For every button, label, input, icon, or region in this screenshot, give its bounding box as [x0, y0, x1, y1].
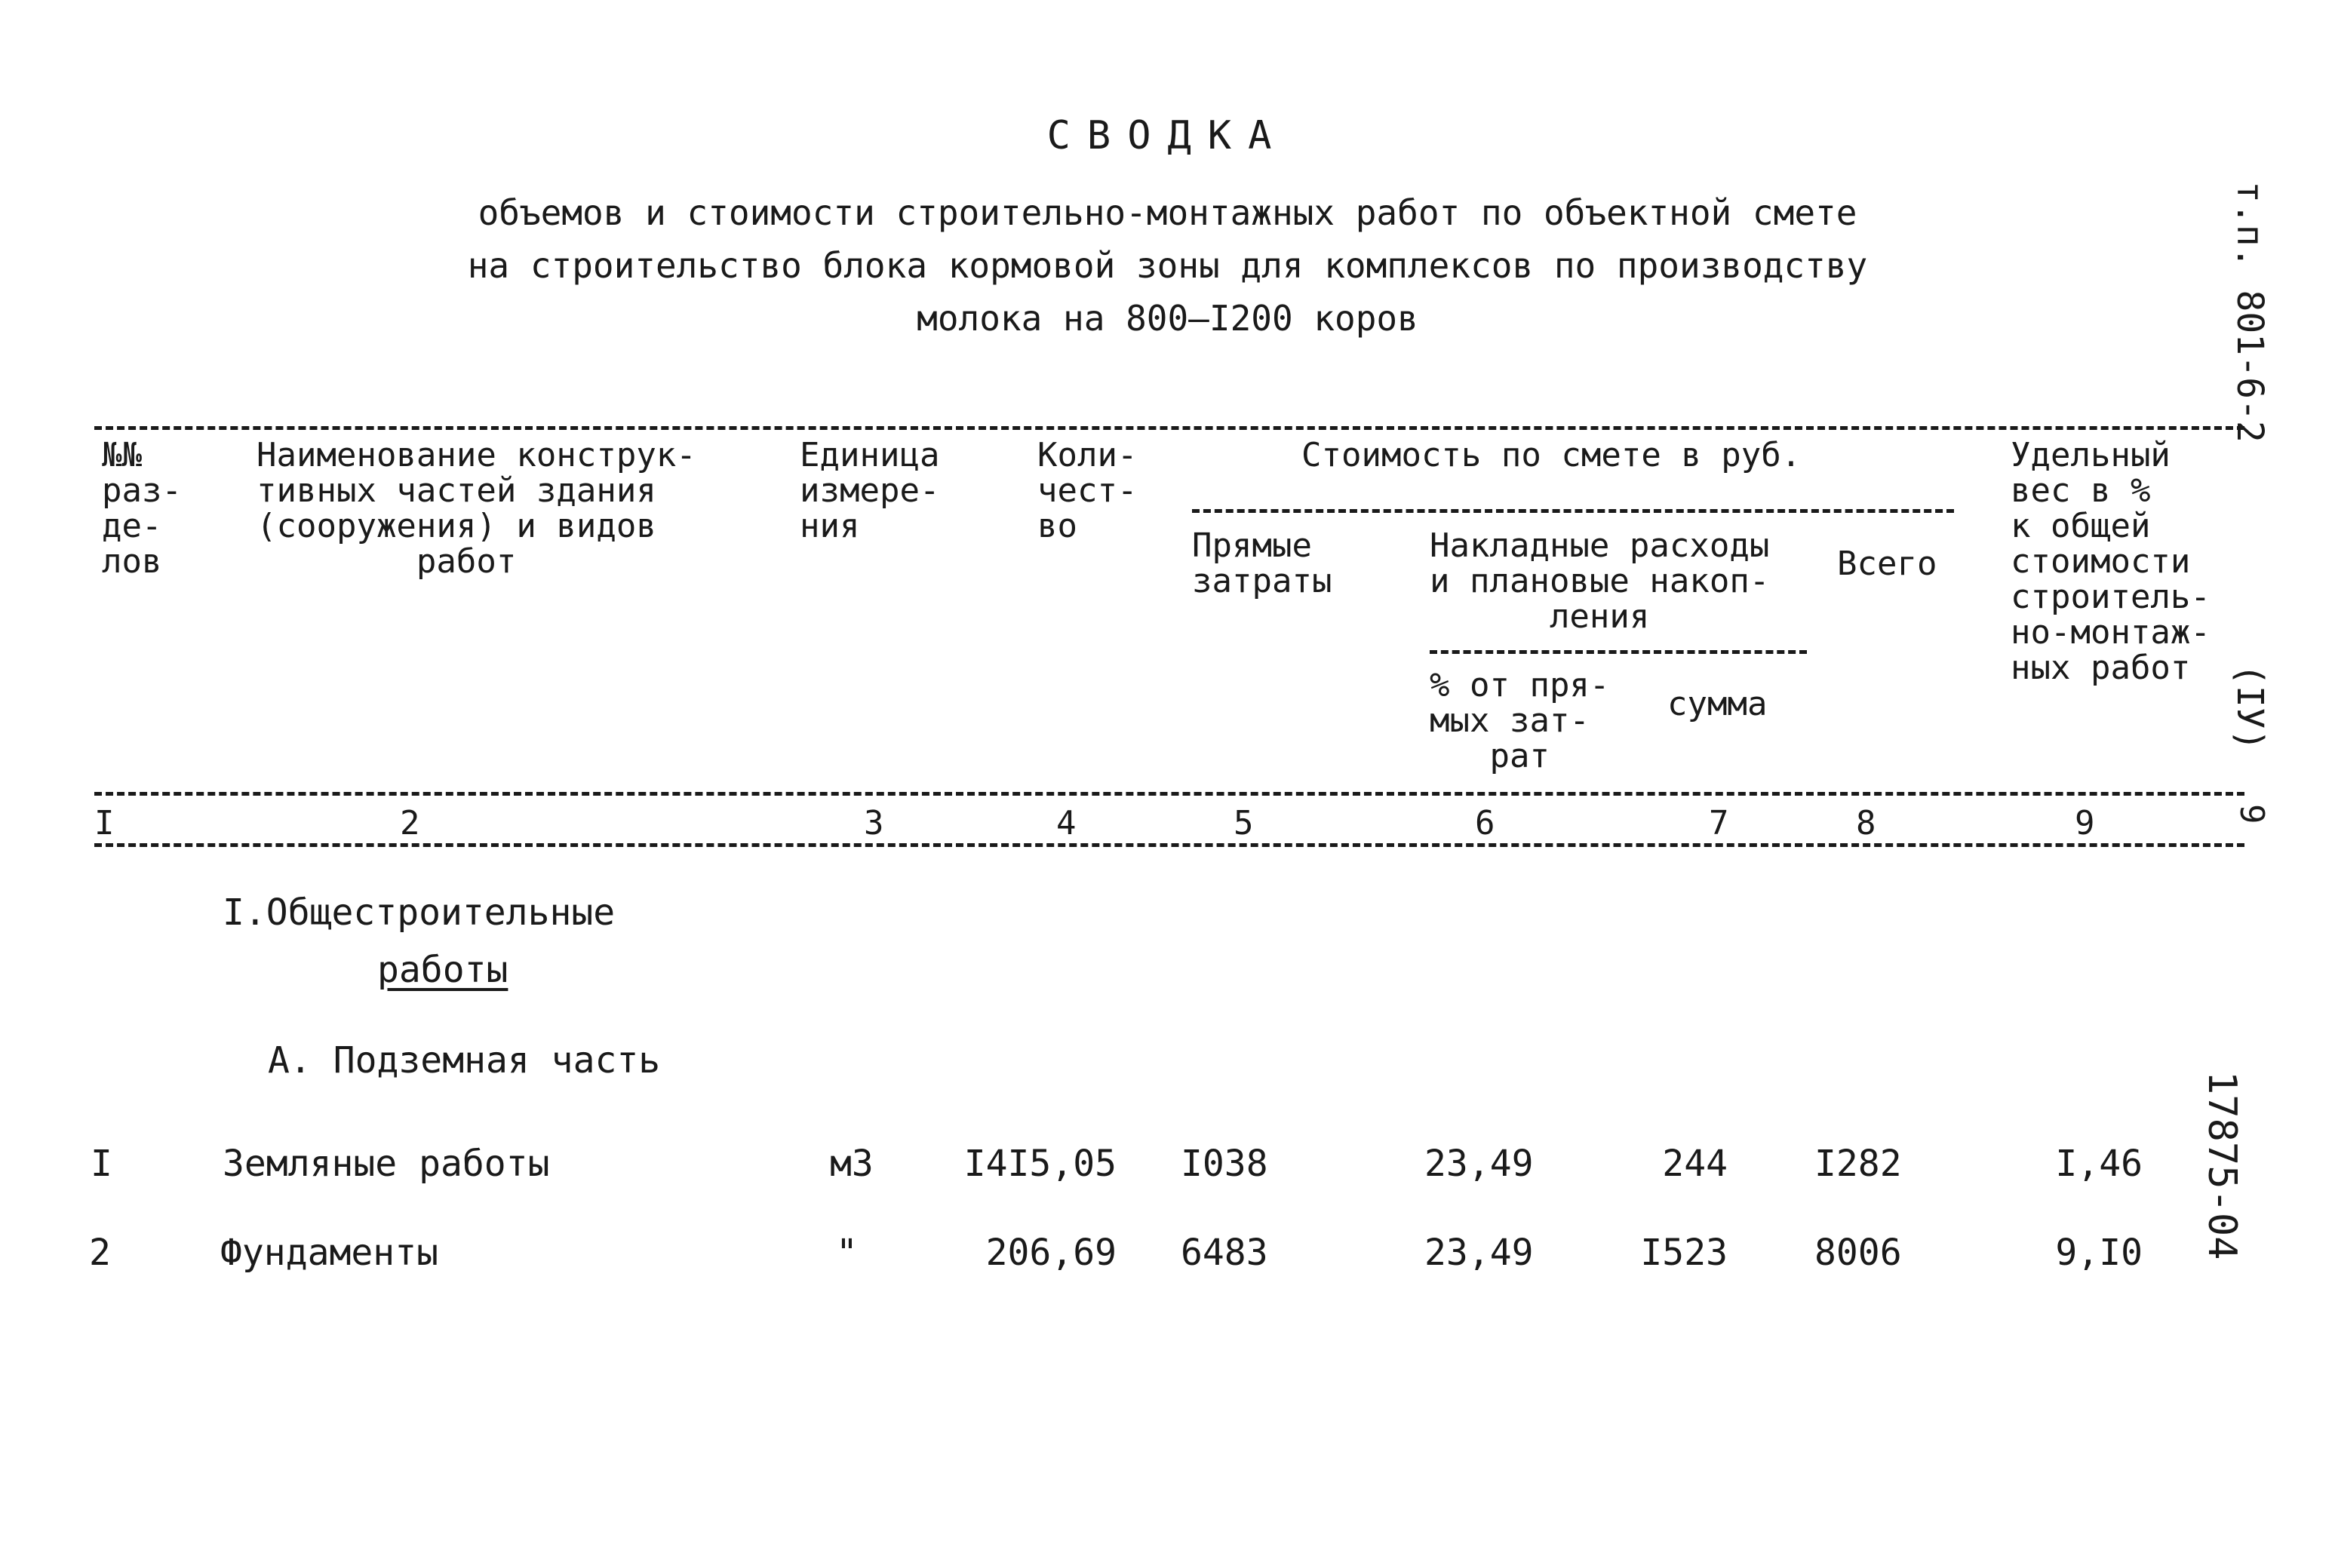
header-direct-costs: Прямые затраты	[1192, 526, 1332, 600]
row-2-name: Фундаменты	[220, 1232, 438, 1274]
side-inventory-number: 17875-04	[2199, 1071, 2244, 1260]
row-1-name: Земляные работы	[223, 1143, 550, 1185]
row-1-percent: 23,49	[1424, 1143, 1534, 1185]
column-numbers-top-rule	[94, 792, 2244, 796]
column-number-8: 8	[1856, 804, 1876, 842]
row-1-total: I282	[1814, 1143, 1902, 1185]
row-2-percent: 23,49	[1424, 1232, 1534, 1274]
row-1-share: I,46	[2055, 1143, 2143, 1185]
column-numbers-bottom-rule	[94, 843, 2244, 847]
header-share-percent: Удельный вес в % к общей стоимости строитель- но-монтаж- ных работ	[2011, 436, 2211, 687]
column-number-2: 2	[400, 804, 420, 842]
subsection-title: А. Подземная часть	[268, 1039, 661, 1082]
row-1-direct-costs: I038	[1181, 1143, 1268, 1185]
subtitle-line-3: молока на 800–I200 коров	[917, 298, 1418, 339]
column-number-3: 3	[864, 804, 884, 842]
row-2-share: 9,I0	[2055, 1232, 2143, 1274]
column-number-1: I	[94, 804, 115, 842]
header-sum: сумма	[1667, 685, 1768, 723]
header-quantity: Коли- чест- во	[1037, 436, 1138, 545]
column-number-7: 7	[1709, 804, 1729, 842]
column-number-6: 6	[1475, 804, 1495, 842]
row-1-sum: 244	[1662, 1143, 1728, 1185]
row-2-unit: "	[836, 1232, 858, 1274]
row-1-number: I	[91, 1143, 112, 1185]
side-page-number: 9	[2232, 804, 2271, 824]
header-unit: Единица измере- ния	[800, 436, 940, 545]
header-percent-of-direct: % от пря- мых зат- рат	[1430, 666, 1610, 775]
overhead-group-rule	[1430, 650, 1807, 654]
header-name: Наименование конструк- тивных частей здания (сооружения) и видов работ	[257, 436, 696, 581]
side-project-code: т.п. 801-6-2	[2229, 181, 2271, 443]
table-top-rule	[94, 426, 2244, 430]
column-number-4: 4	[1056, 804, 1077, 842]
header-section-number: №№ раз- де- лов	[102, 436, 182, 581]
row-2-direct-costs: 6483	[1181, 1232, 1268, 1274]
row-2-sum: I523	[1640, 1232, 1728, 1274]
row-1-unit: м3	[830, 1143, 874, 1185]
column-number-5: 5	[1234, 804, 1254, 842]
header-overhead-group: Накладные расходы и плановые накоп- ления	[1430, 526, 1770, 636]
row-2-quantity: 206,69	[985, 1232, 1117, 1274]
section-title-line-2: работы	[377, 949, 508, 991]
section-title-line-1: I.Общестроительные	[223, 891, 616, 934]
side-album-code: (IУ)	[2229, 664, 2271, 751]
header-cost-group: Стоимость по смете в руб.	[1301, 436, 1802, 474]
subtitle-line-1: объемов и стоимости строительно-монтажных работ по объектной смете	[478, 192, 1857, 233]
cost-group-rule	[1192, 509, 1954, 513]
row-2-total: 8006	[1814, 1232, 1902, 1274]
header-total: Всего	[1837, 545, 1937, 583]
subtitle-line-2: на строительство блока кормовой зоны для комплексов по производству	[467, 245, 1868, 286]
row-2-number: 2	[89, 1232, 111, 1274]
column-number-9: 9	[2075, 804, 2095, 842]
row-1-quantity: I4I5,05	[963, 1143, 1117, 1185]
document-title: СВОДКА	[1046, 113, 1289, 158]
